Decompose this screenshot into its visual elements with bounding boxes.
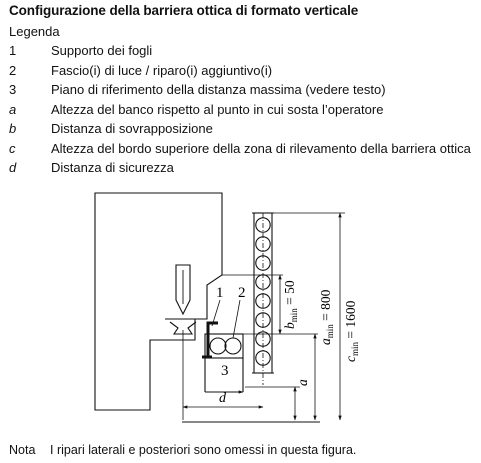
sheet-support bbox=[202, 323, 218, 357]
figure-note bbox=[9, 443, 356, 457]
legend-text: Supporto dei fogli bbox=[51, 43, 153, 58]
legend-key: d bbox=[9, 160, 17, 175]
press-die bbox=[170, 322, 196, 334]
callout-3: 3 bbox=[221, 363, 229, 379]
legend-text: Altezza del banco rispetto al punto in cui sosta l’operatore bbox=[51, 101, 384, 117]
legend-text: Altezza del bordo superiore della zona di rilevamento della barriera ottica bbox=[51, 140, 471, 156]
legend-key: b bbox=[9, 121, 17, 136]
dim-d-label: d bbox=[219, 391, 226, 406]
dim-c-min-label: $c_{min} = 1600$ bbox=[343, 300, 360, 362]
press-ram bbox=[176, 265, 190, 314]
dim-a-min-label: $a_{min} = 800$ bbox=[318, 289, 335, 345]
dim-b-label: $b_{min} = 50$ bbox=[282, 280, 299, 329]
legend-key: a bbox=[9, 101, 17, 117]
machine-frame bbox=[95, 193, 222, 410]
legend-text: Distanza di sovrapposizione bbox=[51, 121, 213, 136]
legend-key: 2 bbox=[9, 62, 17, 78]
light-curtain bbox=[254, 213, 272, 373]
callout-2: 2 bbox=[238, 285, 246, 301]
legend-key: c bbox=[9, 140, 16, 156]
legend-text: Distanza di sicurezza bbox=[51, 160, 174, 175]
legend-text: Piano di riferimento della distanza massima (vedere testo) bbox=[51, 82, 386, 97]
legend-heading: Legenda bbox=[9, 24, 60, 39]
legend-key: 1 bbox=[9, 43, 17, 58]
callout-1: 1 bbox=[216, 285, 224, 301]
legend-key: 3 bbox=[9, 82, 17, 97]
page-title: Configurazione della barriera ottica di formato verticale bbox=[9, 3, 359, 18]
additional-guard bbox=[205, 334, 243, 358]
dim-a-label: a bbox=[295, 379, 310, 386]
note-label: Nota bbox=[9, 443, 36, 457]
legend-text: Fascio(i) di luce / riparo(i) aggiuntivo(i) bbox=[51, 62, 273, 78]
note-text: I ripari laterali e posteriori sono omessi in questa figura. bbox=[50, 443, 357, 457]
